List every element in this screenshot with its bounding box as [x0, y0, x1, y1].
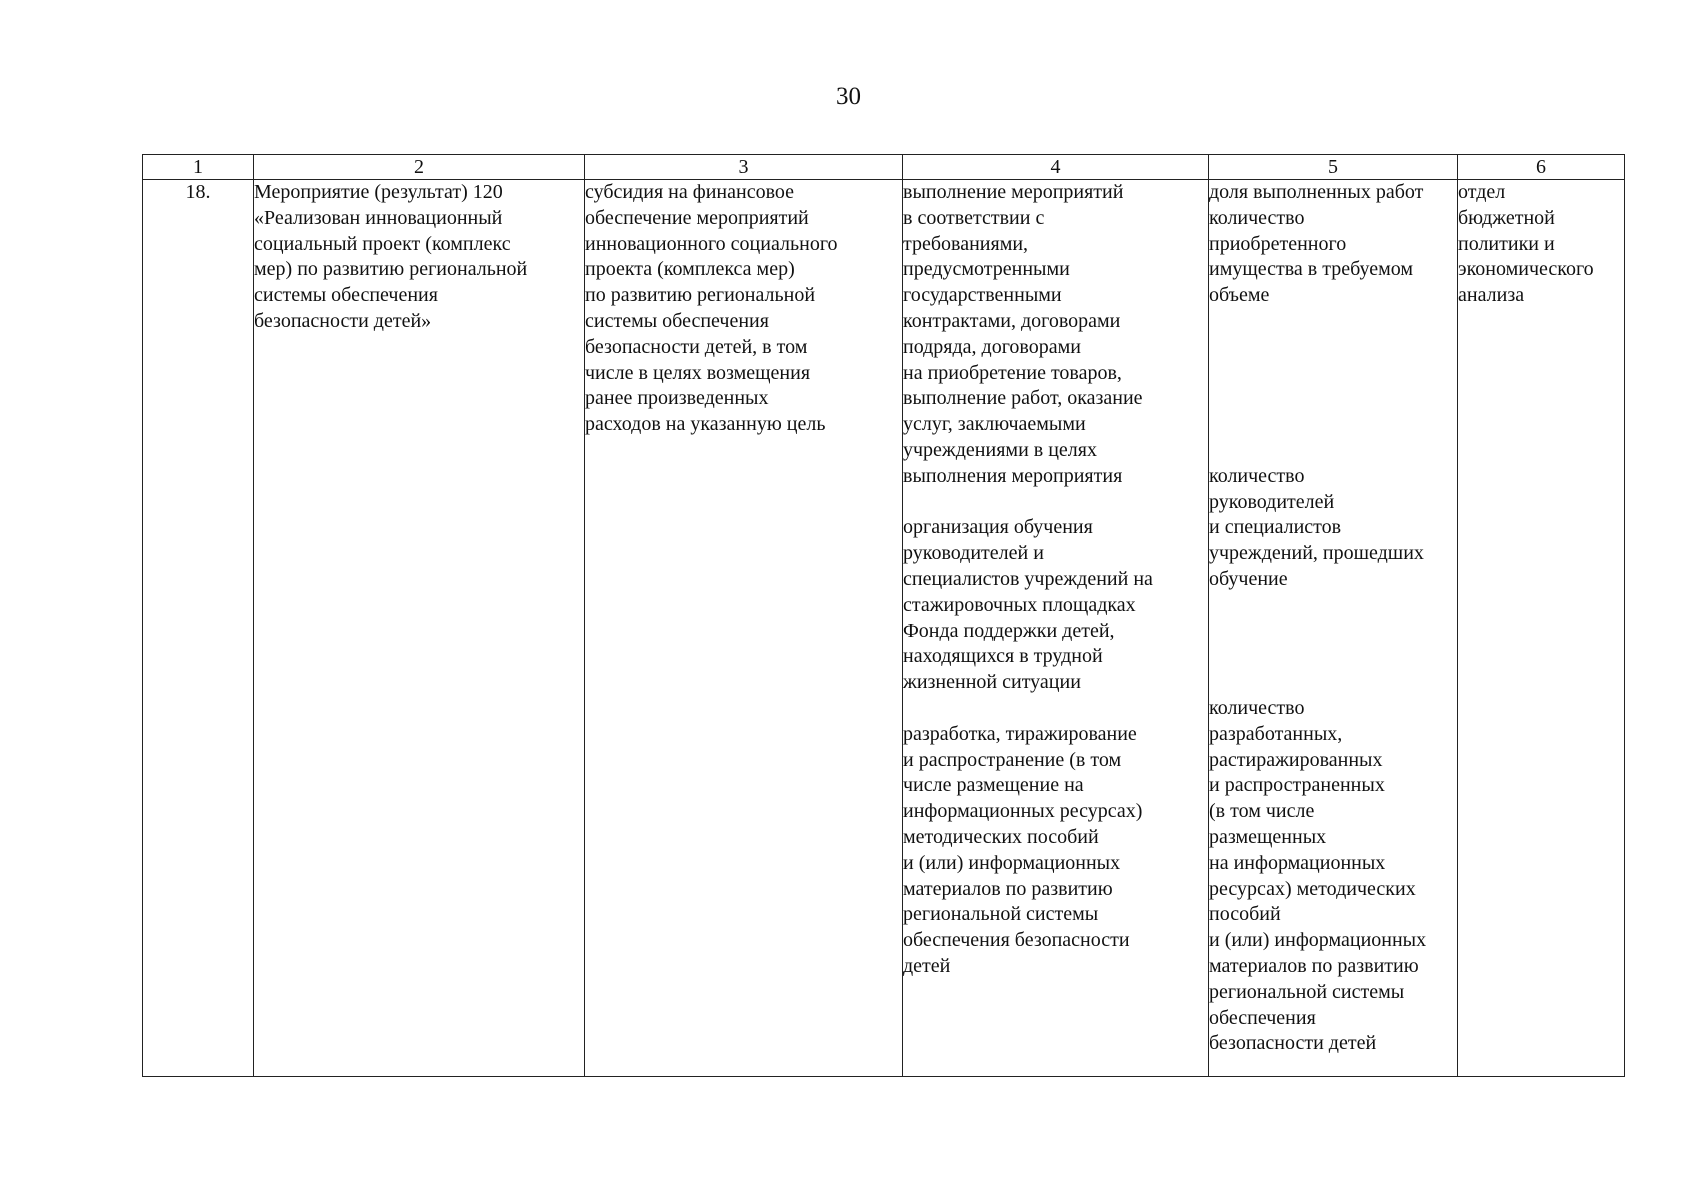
indicators-cell: [1209, 180, 1458, 1077]
event-cell: [254, 180, 585, 1077]
responsible-cell: [1458, 180, 1625, 1077]
event-text: Мероприятие (результат) 120 «Реализован инновационный социальный проект (комплекс мер) по развитию региональной системы обеспечения безопасности детей»: [254, 181, 528, 332]
responsible-text: отдел бюджетной политики и экономического анализа: [1458, 181, 1594, 307]
column-header-5: 5: [1209, 155, 1458, 180]
column-header-6: 6: [1458, 155, 1625, 180]
direction-text-2: организация обучения руководителей и специалистов учреждений на стажировочных площадках Фонда поддержки детей, находящихся в трудной жизненной ситуации: [903, 516, 1153, 694]
row-number: 18.: [185, 181, 211, 203]
indicator-text-4: количество разработанных, растиражированных и распространенных (в том числе размещенных на информационных ресурсах) методических пособий и (или) информационных материалов по развитию региональной системы обеспечения безопасности детей: [1209, 696, 1427, 1055]
indicator-text-3: количество руководителей и специалистов учреждений, прошедших обучение: [1209, 464, 1424, 590]
subsidy-text: субсидия на финансовое обеспечение мероприятий инновационного социального проекта (комплекса мер) по развитию региональной системы обеспечения безопасности детей, в том числе в целях возмещения ранее произведенных расходов на указанную цель: [585, 181, 838, 436]
activities-table: [142, 154, 1625, 1077]
column-header-1: 1: [143, 155, 254, 180]
page-number: 30: [836, 83, 861, 110]
indicator-text-2: количество приобретенного имущества в требуемом объеме: [1209, 206, 1414, 307]
direction-text-1: выполнение мероприятий в соответствии с требованиями, предусмотренными государственными контрактами, договорами подряда, договорами на приобретение товаров, выполнение работ, оказание услуг, заключаемыми учреждениями в целях выполнения мероприятия: [903, 181, 1143, 487]
column-header-3: 3: [585, 155, 903, 180]
directions-cell: [903, 180, 1209, 1077]
indicator-text-1: доля выполненных работ: [1209, 181, 1424, 203]
table-row: [143, 180, 1625, 1077]
direction-text-3: разработка, тиражирование и распространение (в том числе размещение на информационных ресурсах) методических пособий и (или) информационных материалов по развитию региональной системы обеспечения безопасности детей: [903, 722, 1143, 977]
column-header-2: 2: [254, 155, 585, 180]
column-header-4: 4: [903, 155, 1209, 180]
table-header-row: [143, 155, 1625, 180]
subsidy-cell: [585, 180, 903, 1077]
row-number-cell: [143, 180, 254, 1077]
